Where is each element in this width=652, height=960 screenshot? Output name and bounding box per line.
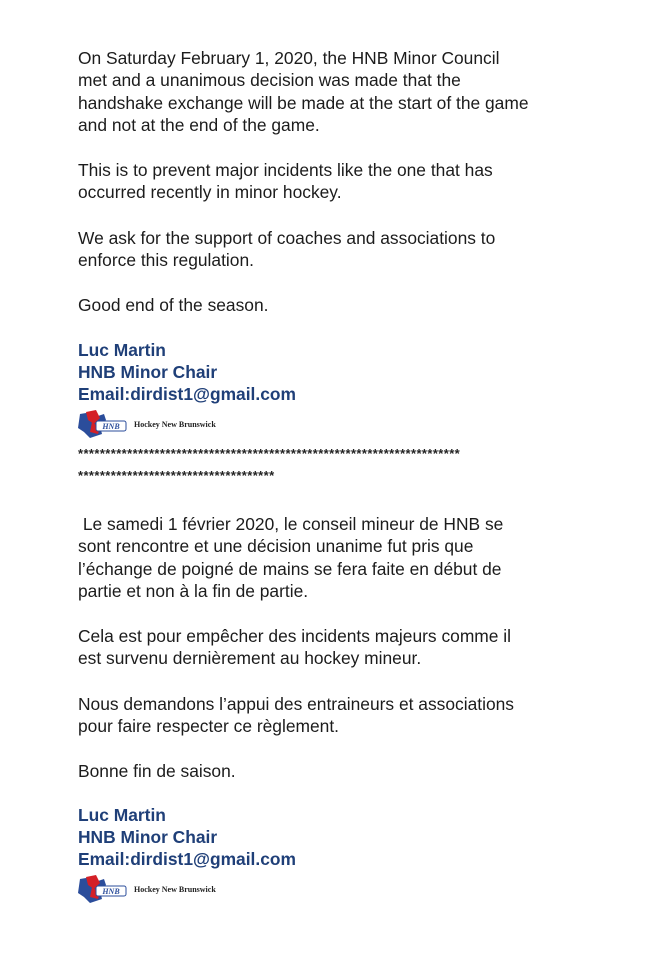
french-paragraph-2 bbox=[78, 625, 618, 670]
french-paragraph-1 bbox=[78, 513, 618, 603]
text-line: On Saturday February 1, 2020, the HNB Minor Council bbox=[78, 48, 500, 68]
english-signature bbox=[78, 339, 296, 405]
logo-text: Hockey New Brunswick bbox=[134, 420, 216, 429]
english-paragraph-4 bbox=[78, 294, 618, 316]
text-line: Bonne fin de saison. bbox=[78, 761, 236, 781]
french-paragraph-4 bbox=[78, 760, 618, 782]
text-line: and not at the end of the game. bbox=[78, 115, 320, 136]
text-line: pour faire respecter ce règlement. bbox=[78, 716, 339, 737]
signature-title: HNB Minor Chair bbox=[78, 827, 218, 847]
text-line: We ask for the support of coaches and associations to bbox=[78, 228, 496, 248]
english-paragraph-2 bbox=[78, 159, 618, 204]
english-paragraph-3 bbox=[78, 227, 618, 272]
signature-email: Email:dirdist1@gmail.com bbox=[78, 849, 296, 869]
french-paragraph-3 bbox=[78, 693, 618, 738]
text-line: enforce this regulation. bbox=[78, 250, 254, 271]
text-line: This is to prevent major incidents like the one that has bbox=[78, 160, 493, 180]
text-line: Cela est pour empêcher des incidents majeurs comme il bbox=[78, 626, 512, 646]
hockey-nb-logo-bottom bbox=[76, 875, 246, 905]
hnb-logo-icon bbox=[76, 410, 134, 440]
text-line: l’échange de poigné de mains se fera faite en début de bbox=[78, 558, 502, 579]
separator-line-1: ********************************************************************** bbox=[78, 446, 461, 461]
text-line: partie et non à la fin de partie. bbox=[78, 581, 309, 602]
text-line: est survenu dernièrement au hockey mineur. bbox=[78, 648, 422, 669]
hnb-logo-icon bbox=[76, 875, 134, 905]
signature-name: Luc Martin bbox=[78, 340, 166, 360]
signature-title: HNB Minor Chair bbox=[78, 362, 218, 382]
logo-badge: HNB bbox=[102, 887, 120, 896]
english-paragraph-1 bbox=[78, 47, 618, 137]
text-line: sont rencontre et une décision unanime fut pris que bbox=[78, 536, 474, 557]
text-line: Le samedi 1 février 2020, le conseil mineur de HNB se bbox=[78, 514, 504, 534]
french-signature bbox=[78, 804, 296, 870]
text-line: Good end of the season. bbox=[78, 295, 269, 315]
text-line: Nous demandons l’appui des entraineurs et associations bbox=[78, 694, 514, 714]
hockey-nb-logo bbox=[76, 410, 246, 440]
text-line: met and a unanimous decision was made that the bbox=[78, 70, 461, 91]
text-line: handshake exchange will be made at the start of the game bbox=[78, 92, 529, 113]
signature-name: Luc Martin bbox=[78, 805, 166, 825]
logo-text: Hockey New Brunswick bbox=[134, 885, 216, 894]
signature-email: Email:dirdist1@gmail.com bbox=[78, 384, 296, 404]
logo-badge: HNB bbox=[102, 422, 120, 431]
text-line: occurred recently in minor hockey. bbox=[78, 182, 342, 203]
separator-line-2: ************************************ bbox=[78, 468, 275, 483]
